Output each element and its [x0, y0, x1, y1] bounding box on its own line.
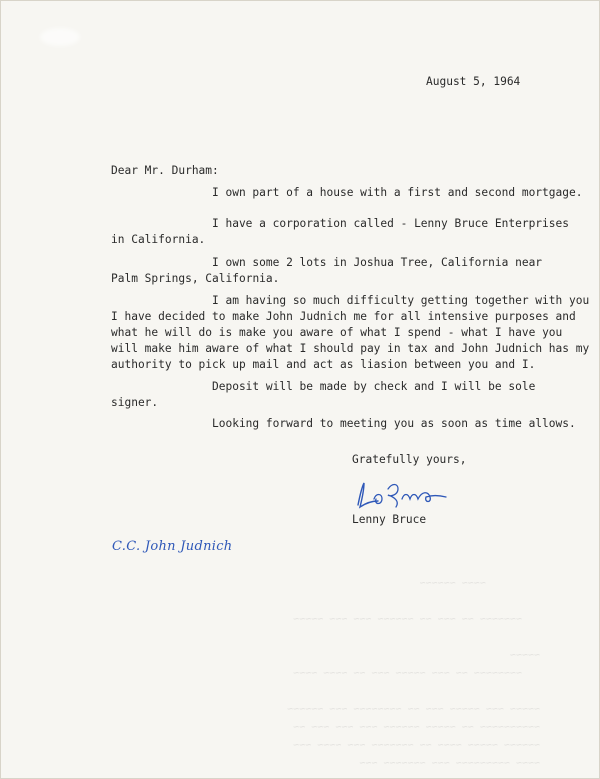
signer-name: Lenny Bruce — [352, 513, 427, 526]
paragraph-line: I am having so much difficulty getting together with you — [212, 294, 590, 307]
closing: Gratefully yours, — [352, 453, 467, 466]
paragraph-line: I have decided to make John Judnich me for all intensive purposes and — [111, 310, 576, 323]
paragraph-line: what he will do is make you aware of what I spend - what I have you — [111, 326, 563, 339]
paragraph-house — [111, 185, 583, 201]
paragraph-lots — [111, 255, 551, 287]
salutation: Dear Mr. Durham: — [111, 164, 219, 177]
show-through-reverse-text: ~~~~ ~~~~~~ ~~~~~~~ ~~ ~~~ ~~ ~~~~~~ ~~~ ~~~ ~~~~~ ~~~~~ ~~~~~~~~ ~~ ~~~ ~~~~~ ~~~ ~~ ~~~~ ~~~~ ~~~~~ ~~~ ~~~~~ ~~~ ~~ ~~~~~~~~ ~~~ ~~~~~~ ~~~~~~~~~~ ~~ ~~~~~ ~~~~~~ ~~~ ~~~ ~~~ ~~ ~~~~~~ ~~~~~ ~~~~ ~~ ~~~~~~~ ~~~ ~~~~ ~~~ ~~~~ ~~~~~~~~~ ~~~ ~~~~~~~ ~~~ — [287, 578, 540, 769]
paragraph-line: Deposit will be made by check and I will be sole — [212, 380, 536, 393]
paragraph-line: in California. — [111, 233, 206, 246]
paragraph-line: I own some 2 lots in Joshua Tree, California near — [212, 256, 543, 269]
paragraph-line: Palm Springs, California. — [111, 272, 280, 285]
paragraph-line: I have a corporation called - Lenny Bruce Enterprises — [212, 217, 569, 230]
paragraph-line: I own part of a house with a first and second mortgage. — [212, 186, 583, 199]
handwritten-signature — [352, 477, 452, 513]
paper-blemish — [40, 28, 80, 46]
paragraph-corporation — [111, 216, 569, 248]
paragraph-line: will make him aware of what I should pay in tax and John Judnich has my — [111, 342, 590, 355]
paragraph-line: Looking forward to meeting you as soon as time allows. — [212, 417, 576, 430]
paragraph-deposit — [111, 379, 551, 411]
paragraph-looking-forward — [111, 416, 576, 432]
paragraph-judnich — [111, 293, 590, 373]
paragraph-line: authority to pick up mail and act as liasion between you and I. — [111, 358, 536, 371]
paragraph-line: signer. — [111, 396, 159, 409]
letter-date: August 5, 1964 — [426, 75, 521, 88]
carbon-copy-note: C.C. John Judnich — [112, 539, 233, 554]
